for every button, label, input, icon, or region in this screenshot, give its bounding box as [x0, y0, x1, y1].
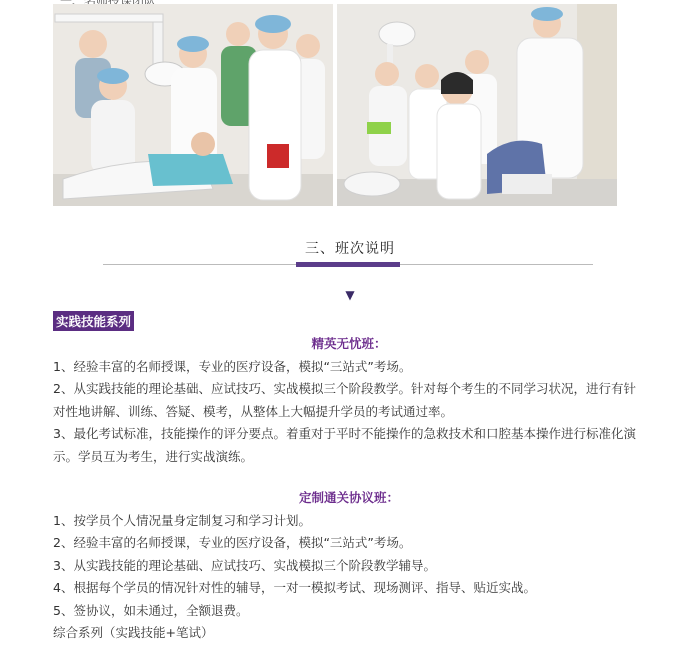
spacer — [53, 468, 645, 487]
down-arrow-icon: ▼ — [345, 288, 355, 302]
class-description-content — [53, 333, 645, 645]
dental-training-illustration-left — [53, 4, 333, 206]
series-tag-practical-skills: 实践技能系列 — [53, 311, 134, 331]
dental-training-illustration-right — [337, 4, 617, 206]
custom-class-item-1: 1、按学员个人情况量身定制复习和学习计划。 — [53, 512, 311, 528]
photo-strip — [53, 4, 617, 206]
elite-class-item-2: 2、从实践技能的理论基础、应试技巧、实战模拟三个阶段教学。针对每个考生的不同学习状况，进行有针对性地讲解、训练、答疑、模考，从整体上大幅提升学员的考试通过率。 — [53, 381, 636, 419]
section-divider-accent — [296, 262, 400, 267]
elite-class-item-3: 3、最化考试标准，技能操作的评分要点。着重对于平时不能操作的急救技术和口腔基本操作进行标准化演示。学员互为考生，进行实战演练。 — [53, 426, 636, 464]
custom-class-item-5: 5、签协议，如未通过，全额退费。 — [53, 602, 249, 618]
section-title: 三、班次说明 — [305, 241, 395, 257]
custom-class-item-2: 2、经验丰富的名师授课，专业的医疗设备，模拟“三站式”考场。 — [53, 535, 412, 550]
custom-class-item-4: 4、根据每个学员的情况针对性的辅导，一对一模拟考试、现场测评、指导、贴近实战。 — [53, 580, 536, 595]
dental-training-photo-right — [337, 4, 617, 206]
elite-class-title: 精英无忧班： — [311, 336, 387, 351]
custom-class-title: 定制通关协议班： — [298, 490, 399, 505]
elite-class-item-1: 1、经验丰富的名师授课，专业的医疗设备，模拟“三站式”考场。 — [53, 358, 412, 374]
comprehensive-series-line: 综合系列（实践技能+笔试） — [53, 625, 214, 640]
dental-training-photo-left — [53, 4, 333, 206]
custom-class-item-3: 3、从实践技能的理论基础、应试技巧、实战模拟三个阶段教学辅导。 — [53, 557, 436, 573]
